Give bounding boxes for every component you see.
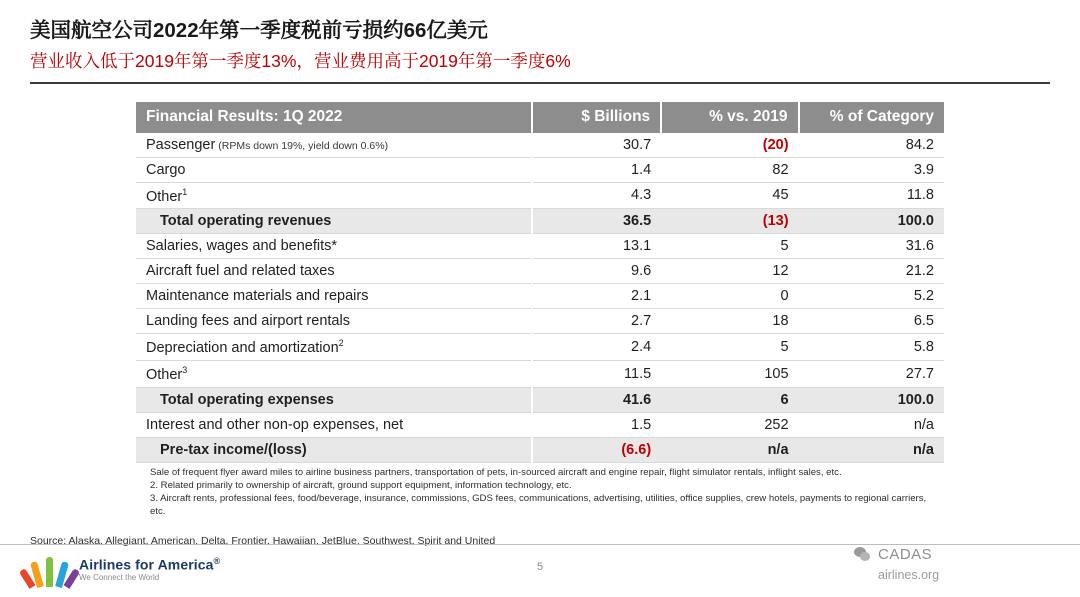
- row-label-text: Other: [146, 366, 183, 383]
- page-title: 美国航空公司2022年第一季度税前亏损约66亿美元: [30, 19, 488, 42]
- cell-billions: 41.6: [532, 387, 661, 412]
- cell-billions: (6.6): [532, 437, 661, 462]
- column-header-billions: $ Billions: [532, 102, 661, 133]
- row-label-text: Aircraft fuel and related taxes: [146, 263, 335, 280]
- row-label: [136, 361, 532, 388]
- slide-header: [0, 0, 1080, 73]
- table-row: [136, 209, 944, 234]
- cell-pct-of-category: 27.7: [799, 361, 944, 388]
- cell-vs-2019: 82: [661, 157, 798, 182]
- column-header-vs2019: % vs. 2019: [661, 102, 798, 133]
- row-label: [136, 209, 532, 234]
- cell-vs-2019: 45: [661, 182, 798, 209]
- cell-pct-of-category: 5.2: [799, 284, 944, 309]
- table-header-row: [136, 102, 944, 133]
- table-row: [136, 309, 944, 334]
- cell-vs-2019: (13): [661, 209, 798, 234]
- row-label-text: Maintenance materials and repairs: [146, 288, 369, 305]
- cadas-name: CADAS: [878, 546, 933, 563]
- row-label: [136, 309, 532, 334]
- a4a-logo-tagline: We Connect the World: [79, 573, 160, 583]
- row-label: [136, 259, 532, 284]
- table-row: [136, 387, 944, 412]
- table-row: [136, 412, 944, 437]
- row-label-footnote-marker: 2: [338, 338, 344, 349]
- footnote-2: 2. Related primarily to ownership of aircraft, ground support equipment, information technology, etc.: [150, 479, 572, 491]
- cell-vs-2019: 0: [661, 284, 798, 309]
- a4a-logo-name-text: Airlines for America: [79, 556, 214, 573]
- header-divider: [30, 82, 1050, 84]
- table-row: [136, 133, 944, 158]
- cell-pct-of-category: 11.8: [799, 182, 944, 209]
- table-row: [136, 437, 944, 462]
- a4a-logo-name: [79, 557, 220, 572]
- cell-vs-2019: 18: [661, 309, 798, 334]
- a4a-logo-registered: ®: [213, 556, 221, 567]
- a4a-logo-text: [79, 557, 220, 583]
- cell-vs-2019: 252: [661, 412, 798, 437]
- cell-vs-2019: 12: [661, 259, 798, 284]
- cell-vs-2019: n/a: [661, 437, 798, 462]
- table-row: [136, 234, 944, 259]
- row-label: [136, 234, 532, 259]
- page-subtitle: 营业收入低于2019年第一季度13%，营业费用高于2019年第一季度6%: [30, 50, 571, 71]
- cell-vs-2019: 5: [661, 234, 798, 259]
- cell-vs-2019: (20): [661, 133, 798, 158]
- row-label: [136, 412, 532, 437]
- cadas-url: airlines.org: [878, 568, 940, 582]
- cell-billions: 9.6: [532, 259, 661, 284]
- row-label: [136, 182, 532, 209]
- cell-billions: 2.1: [532, 284, 661, 309]
- row-label-text: Pre-tax income/(loss): [160, 441, 307, 458]
- row-label-text: Passenger: [146, 136, 216, 153]
- cell-vs-2019: 5: [661, 334, 798, 361]
- row-label-text: Landing fees and airport rentals: [146, 313, 350, 330]
- footnote-1: Sale of frequent flyer award miles to airline business partners, transportation of pets, in-sourced aircraft and engine repair, flight simulator rentals, inflight sales, etc.: [150, 466, 842, 478]
- cell-pct-of-category: 3.9: [799, 157, 944, 182]
- row-label: [136, 437, 532, 462]
- cell-billions: 1.4: [532, 157, 661, 182]
- cell-pct-of-category: 6.5: [799, 309, 944, 334]
- cell-vs-2019: 105: [661, 361, 798, 388]
- a4a-logo-icon: [28, 551, 72, 589]
- row-label: [136, 334, 532, 361]
- row-label-text: Total operating revenues: [160, 213, 332, 230]
- slide-footer: [0, 545, 1080, 597]
- table-row: [136, 157, 944, 182]
- table-row: [136, 361, 944, 388]
- column-header-category: % of Category: [799, 102, 944, 133]
- cell-billions: 2.4: [532, 334, 661, 361]
- column-header-title: Financial Results: 1Q 2022: [136, 102, 532, 133]
- cell-pct-of-category: 31.6: [799, 234, 944, 259]
- cell-pct-of-category: 5.8: [799, 334, 944, 361]
- footnotes: [150, 467, 944, 519]
- row-label: [136, 157, 532, 182]
- table-row: [136, 284, 944, 309]
- cell-billions: 30.7: [532, 133, 661, 158]
- cadas-row: [854, 546, 1054, 563]
- row-label-footnote-marker: 3: [182, 365, 188, 376]
- row-label-text: Total operating expenses: [160, 391, 334, 408]
- wechat-icon: [854, 547, 871, 562]
- cell-pct-of-category: 100.0: [799, 209, 944, 234]
- a4a-logo: [28, 551, 220, 589]
- row-label-text: Salaries, wages and benefits*: [146, 238, 338, 255]
- table-row: [136, 182, 944, 209]
- cell-billions: 2.7: [532, 309, 661, 334]
- row-label-text: Depreciation and amortization: [146, 340, 339, 357]
- cell-billions: 11.5: [532, 361, 661, 388]
- financial-results-table: [136, 102, 944, 463]
- cell-pct-of-category: 100.0: [799, 387, 944, 412]
- footnote-3: 3. Aircraft rents, professional fees, food/beverage, insurance, commissions, GDS fees, communications, advertising, utilities, office supplies, crew hotels, payments to regional carriers, etc.: [150, 492, 927, 517]
- row-label-text: Interest and other non-op expenses, net: [146, 416, 404, 433]
- row-label: [136, 387, 532, 412]
- cadas-watermark: [854, 545, 1054, 582]
- cell-billions: 36.5: [532, 209, 661, 234]
- table-body: [136, 133, 944, 463]
- cell-billions: 4.3: [532, 182, 661, 209]
- cell-billions: 13.1: [532, 234, 661, 259]
- row-label-text: Other: [146, 188, 183, 205]
- cell-pct-of-category: 21.2: [799, 259, 944, 284]
- row-label-footnote-marker: 1: [182, 186, 188, 197]
- cell-pct-of-category: n/a: [799, 437, 944, 462]
- cell-vs-2019: 6: [661, 387, 798, 412]
- table-row: [136, 334, 944, 361]
- cell-billions: 1.5: [532, 412, 661, 437]
- financial-table-container: [0, 102, 1080, 463]
- table-row: [136, 259, 944, 284]
- row-label: [136, 284, 532, 309]
- page-number: 5: [536, 561, 544, 573]
- row-label-note: (RPMs down 19%, yield down 0.6%): [215, 139, 389, 152]
- row-label: [136, 133, 532, 158]
- source-note: Source: Alaska, Allegiant, American, Delta, Frontier, Hawaiian, JetBlue, Southwest, Spirit and United: [30, 534, 496, 547]
- row-label-text: Cargo: [146, 161, 186, 178]
- cell-pct-of-category: n/a: [799, 412, 944, 437]
- cell-pct-of-category: 84.2: [799, 133, 944, 158]
